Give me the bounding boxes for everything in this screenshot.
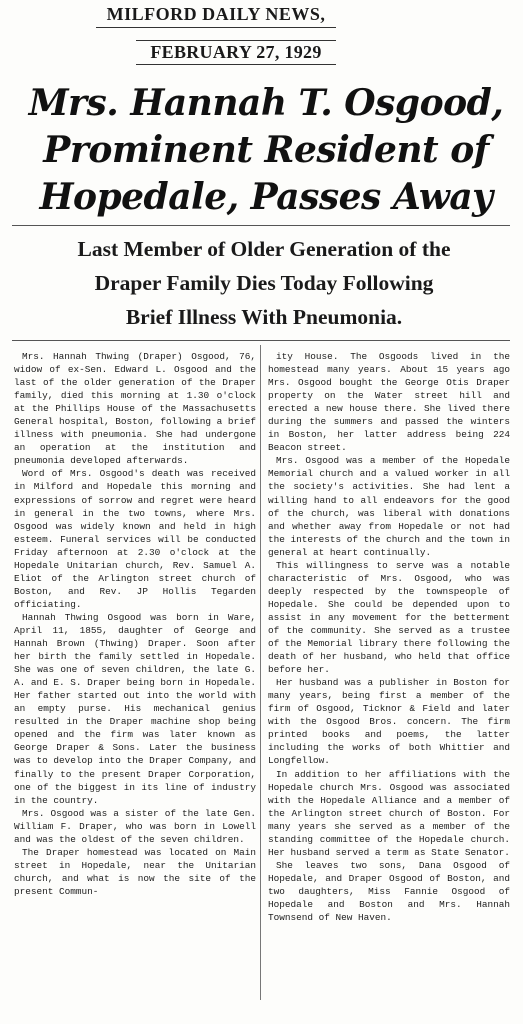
subheadline-divider — [12, 340, 510, 341]
article-column-left — [14, 350, 256, 898]
headline-divider — [12, 225, 510, 226]
column-divider — [260, 345, 261, 1000]
subheadline-line: Brief Illness With Pneumonia. — [125, 305, 403, 329]
article-paragraph: ity House. The Osgoods lived in the homestead many years. About 15 years ago Mrs. Osgood bought the George Otis Draper property on the Water street hill and erected a new house there. She lived there during the summers and passed the winters in Boston, her latter address being 224 Beacon street. — [268, 351, 510, 454]
publication-date: FEBRUARY 27, 1929 — [136, 40, 336, 65]
article-paragraph: Word of Mrs. Osgood's death was received in Milford and Hopedale this morning and expressions of sorrow and regret were heard in general in the two towns, where Mrs. Osgood was widely known and held in high esteem. Funeral services will be conducted Friday afternoon at 2.30 o'clock at the Hopedale Unitarian church, Rev. Samuel A. Eliot of the Arlington street church of Boston, and Rev. JP Hollis Tegarden officiating. — [14, 468, 256, 610]
subheadline-line: Last Member of Older Generation of the — [77, 237, 451, 261]
article-paragraph: Mrs. Osgood was a sister of the late Gen. William F. Draper, who was born in Lowell and was the oldest of the seven children. — [14, 807, 256, 845]
article-paragraph: Mrs. Osgood was a member of the Hopedale Memorial church and a valued worker in all the society's activities. She had lent a willing hand to all endeavors for the good of the church, was liberal with donations and whether away from Hopedale or not had the interests of the church and the town in general at heart continually. — [268, 455, 510, 558]
headline-line: Hopedale, Passes Away — [39, 176, 493, 218]
article-column-right — [268, 350, 510, 924]
newspaper-name: MILFORD DAILY NEWS, — [96, 4, 336, 28]
headline-line: Mrs. Hannah T. Osgood, — [28, 82, 504, 124]
headline-line: Prominent Resident of — [43, 129, 489, 171]
article-paragraph: Hannah Thwing Osgood was born in Ware, April 11, 1855, daughter of George and Hannah Brown (Thwing) Draper. Soon after her birth the family settled in Hopedale. She was one of seven children, the late G. A. and E. S. Draper being born in Hopedale. Her father started out into the world with an empty purse. His mechanical genius resulted in the Draper machine shop being opened and the firm was later known as George Draper & Sons. Later the business was to develop into the Draper Company, and finally to the present Draper Corporation, one of the biggest in its line of industry in the country. — [14, 611, 256, 806]
article-paragraph: She leaves two sons, Dana Osgood of Hopedale, and Draper Osgood of Boston, and two daughters, Miss Fannie Osgood of Hopedale and Boston and Mrs. Hannah Townsend of New Haven. — [268, 859, 510, 924]
article-paragraph: Her husband was a publisher in Boston for many years, being first a member of the firm of Osgood, Ticknor & Field and later with the Osgood Bros. concern. The firm printed books and poems, the latter including the works of both Whittier and Longfellow. — [268, 677, 510, 767]
article-paragraph: This willingness to serve was a notable characteristic of Mrs. Osgood, who was deeply respected by the townspeople of Hopedale. She could be depended upon to assist in any movement for the betterment of the community. She served as a trustee of the Memorial library there following the death of her husband, who held that office before her. — [268, 559, 510, 676]
subheadline-line: Draper Family Dies Today Following — [94, 271, 434, 295]
article-paragraph: Mrs. Hannah Thwing (Draper) Osgood, 76, widow of ex-Sen. Edward L. Osgood and the last of the older generation of the Draper family, died this morning at 1.30 o'clock at the Phillips House of the Massachusetts General hospital, Boston, following a brief illness with pneumonia. She had undergone an operation at the institution and pneumonia developed afterwards. — [14, 351, 256, 467]
article-paragraph: The Draper homestead was located on Main street in Hopedale, near the Unitarian church, and what is now the site of the present Commun- — [14, 846, 256, 897]
headline — [16, 80, 516, 221]
masthead — [96, 4, 336, 65]
article-paragraph: In addition to her affiliations with the Hopedale church Mrs. Osgood was associated with the Hopedale Alliance and a member of the Arlington street church of Boston. For many years she served as a member of the standing committee of the Hopedale church. Her husband served a term as State Senator. — [268, 768, 510, 858]
subheadline — [10, 232, 518, 334]
